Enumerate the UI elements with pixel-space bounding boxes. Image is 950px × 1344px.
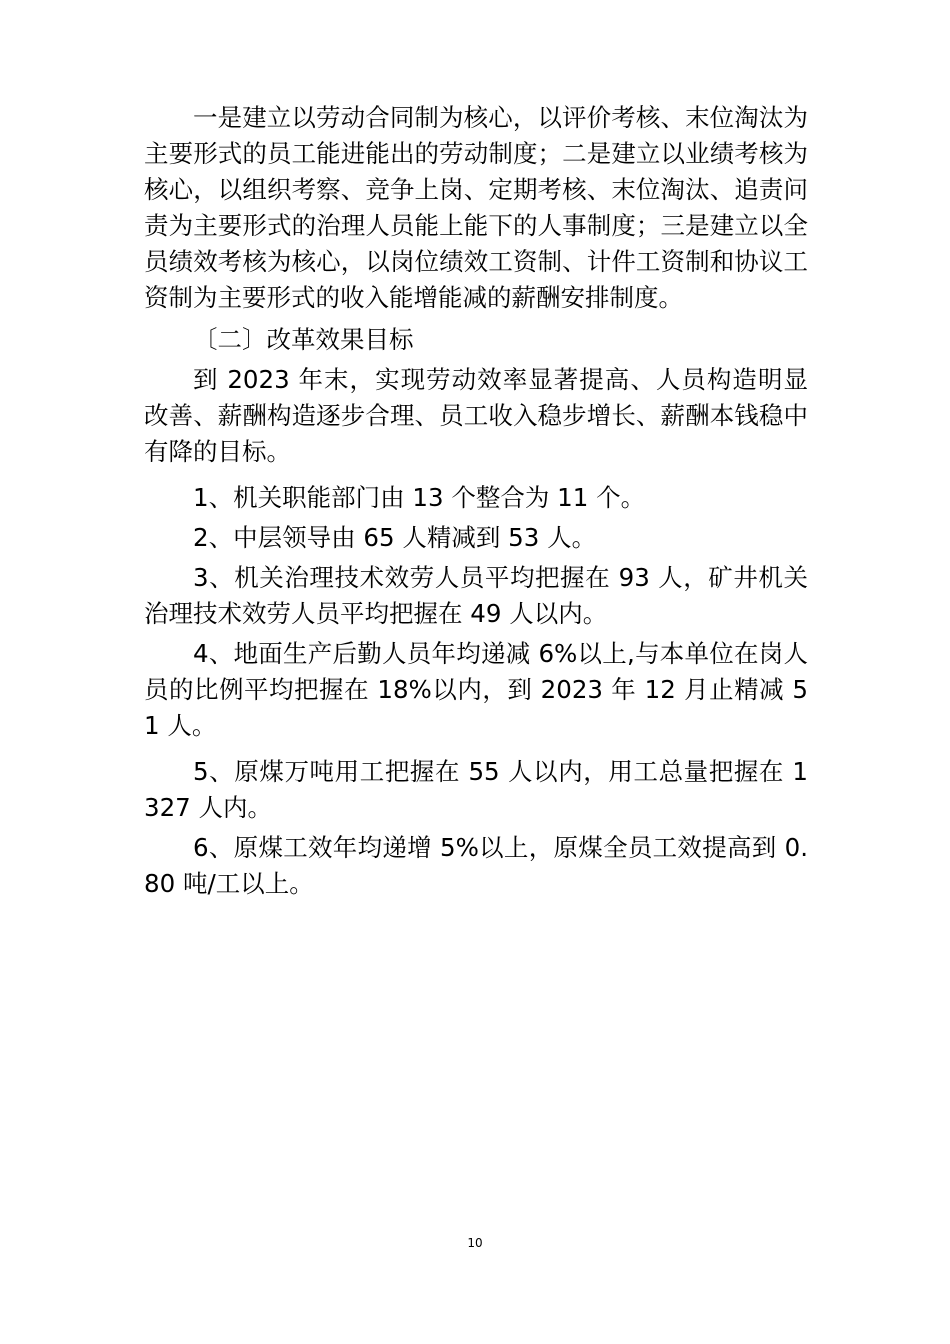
paragraph-reform-systems: 一是建立以劳动合同制为核心，以评价考核、末位淘汰为主要形式的员工能进能出的劳动制度；二是建立以业绩考核为核心，以组织考察、竞争上岗、定期考核、末位淘汰、追责问责为主要形式的治理人员能上能下的人事制度；三是建立以全员绩效考核为核心，以岗位绩效工资制、计件工资制和协议工资制为主要形式的收入能增能减的薪酬安排制度。 <box>144 103 808 312</box>
paragraph-goal-summary: 到 2023 年末，实现劳动效率显著提高、人员构造明显改善、薪酬构造逐步合理、员工收入稳步增长、薪酬本钱稳中有降的目标。 <box>144 365 808 466</box>
document-body <box>144 100 808 902</box>
section-heading-reform-goals: 〔二〕改革效果目标 <box>193 325 414 354</box>
list-item-goal-5: 5、原煤万吨用工把握在 55 人以内，用工总量把握在 1327 人内。 <box>144 757 808 822</box>
list-item-goal-4: 4、地面生产后勤人员年均递减 6%以上,与本单位在岗人员的比例平均把握在 18%以内，到 2023 年 12 月止精减 51 人。 <box>144 639 808 740</box>
list-item-goal-1: 1、机关职能部门由 13 个整合为 11 个。 <box>193 483 646 512</box>
list-item-goal-6: 6、原煤工效年均递增 5%以上，原煤全员工效提高到 0.80 吨/工以上。 <box>144 833 808 898</box>
list-item-goal-2: 2、中层领导由 65 人精减到 53 人。 <box>193 523 597 552</box>
list-item-goal-3: 3、机关治理技术效劳人员平均把握在 93 人，矿井机关治理技术效劳人员平均把握在 49 人以内。 <box>144 563 808 628</box>
page-number: 10 <box>467 1236 483 1250</box>
